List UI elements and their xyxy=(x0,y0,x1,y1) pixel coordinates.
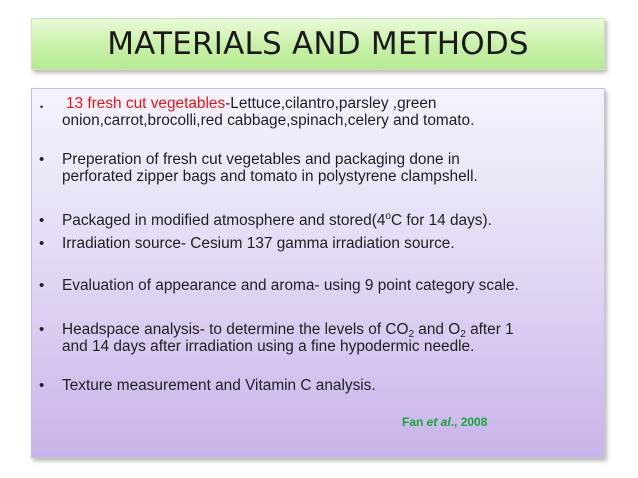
superscript: o xyxy=(385,211,391,222)
highlight-text: 13 fresh cut vegetables xyxy=(66,95,226,112)
bullet-dot-icon: • xyxy=(39,212,45,229)
bullet-dot-icon: • xyxy=(39,321,45,338)
bullet-line: C for 14 days). xyxy=(390,212,492,229)
bullet-text xyxy=(62,151,602,185)
bullet-text xyxy=(62,95,602,129)
bullet-dot-icon: • xyxy=(39,377,45,394)
bullet-dot-icon: • xyxy=(39,151,45,168)
bullet-line: onion,carrot,brocolli,red cabbage,spinach,celery and tomato. xyxy=(62,112,475,129)
page-title: MATERIALS AND METHODS xyxy=(107,26,529,62)
bullet-text: Irradiation source- Cesium 137 gamma irradiation source. xyxy=(62,235,455,252)
bullet-dot-icon: • xyxy=(39,235,45,252)
bullet-text: Evaluation of appearance and aroma- using 9 point category scale. xyxy=(62,277,519,294)
bullet-text xyxy=(62,212,602,229)
bullet-line: after 1 xyxy=(465,321,514,338)
bullet-line: and O xyxy=(414,321,461,338)
bullet-line: Headspace analysis- to determine the levels of CO xyxy=(62,321,409,338)
bullet-line: perforated zipper bags and tomato in polystyrene clampshell. xyxy=(62,168,478,185)
bullet-dot-icon: • xyxy=(40,102,44,112)
bullet-text xyxy=(62,321,602,355)
citation xyxy=(402,415,487,429)
content-panel xyxy=(31,88,605,458)
citation-year: ., 2008 xyxy=(450,415,488,429)
bullet-dot-icon: • xyxy=(39,277,45,294)
citation-author: Fan xyxy=(402,415,427,429)
subscript: 2 xyxy=(408,329,415,340)
bullet-line: and 14 days after irradiation using a fine hypodermic needle. xyxy=(62,338,475,355)
bullet-text: Texture measurement and Vitamin C analysis. xyxy=(62,377,376,394)
citation-etal: et al xyxy=(426,415,451,429)
title-banner xyxy=(31,18,605,70)
bullet-line: Packaged in modified atmosphere and stored(4 xyxy=(62,212,386,229)
bullet-line: -Lettuce,cilantro,parsley ,green xyxy=(225,95,437,112)
bullet-line: Preperation of fresh cut vegetables and packaging done in xyxy=(62,151,460,168)
subscript: 2 xyxy=(460,329,466,340)
